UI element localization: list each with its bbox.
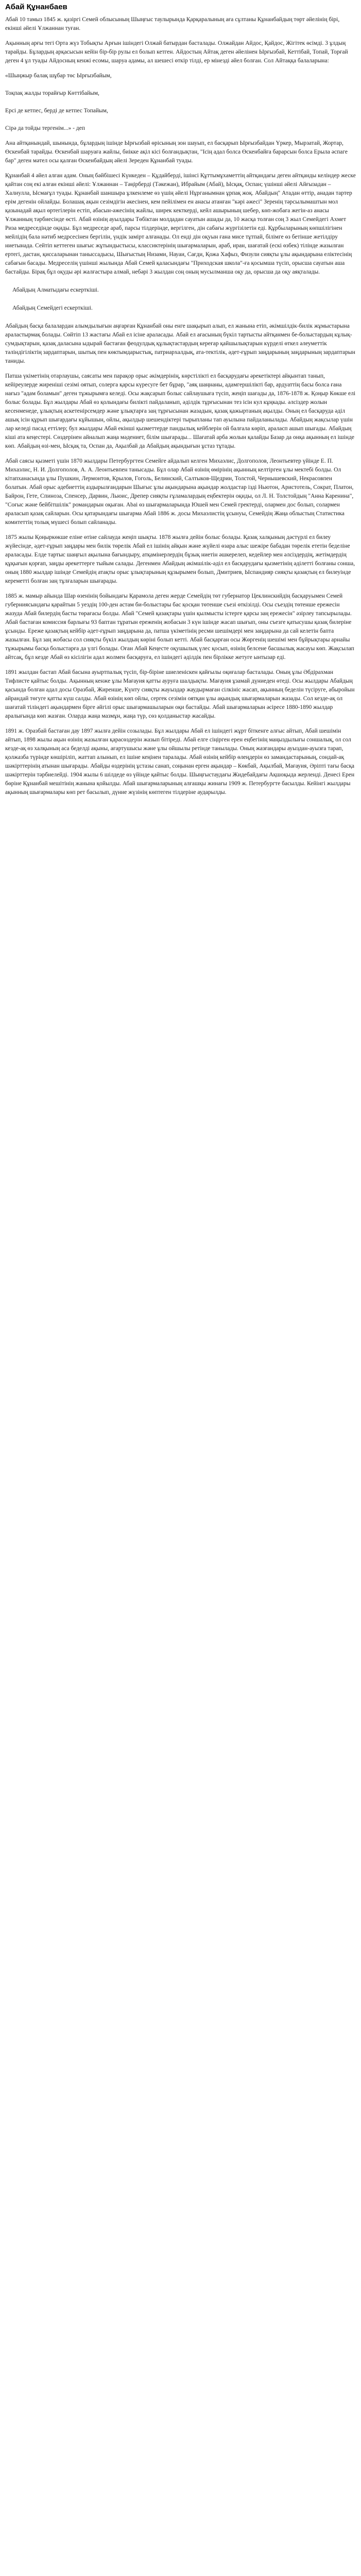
paragraph-family: Ана айтқанындай, шынында, бұлардың ішінде Ырғызбай өрісының зон шауып, ел басқарып Ырғызбайдан Үркер, Мырзатай, Жортар, Өскенбай тарайды. Өскенбай шаруаға жайлы, биікке ақіл кісі болғандықтан, "Ісің адал болса Өскенбайға барарсын болса Ерыла әспаге бар" деген мәтел осы қалған Өскенбайдың әйелі Зереден Құнанбай туады. bbox=[5, 140, 348, 164]
poem-quote: «Шыңжыр балақ шұбар төс Ырғызбайым, Тоқпақ жалды торайғыр Көттібайым, Ерсі де кетпес, берді де кетпес Топайым, Сірә да тойды тергенім...» - деп bbox=[5, 73, 112, 131]
paragraph-volost: 1875 жылы Қоңыркөкше еліне өтіне сайлауда жеңіп шықты. 1878 жылға дейін болыс болады. Қазақ халқының дәстүрлі ел билеу жүйесінде, әдет-ғұрып заңдары мен билік төрелік Абай ел ішінің айқын және жүйелі өзара алыс шежіре бабадан төрелік ететін беделіне араласады. Елде тартыс шаңғыл ақылына бағындыру, атқамінерлердің бұзық ниетін әшкерелеп, кедейлер мен әлсіздердің, жетімдердің құқығын қорғап, заңды әрекеттерге тыйым салады. Дегенмен Абайдың әкімшілік-әділ ел басқарудағы қызметінің әділетті болғаны сонша, оның 1880 жылдар ішінде Семейдің атақты орыс ұлықтарының құзырымен болып, Дмитриев, Ыспандияр сияқты қазақтың ел билеуінде кереметті болған заң тұлғаларын шығарады. bbox=[5, 534, 355, 584]
paragraph-russian-culture: Абай саясы қызметі үшін 1870 жылдары Петербургтен Семейге айдалып келген Михаэлис, Долгополов, Леонтьевтер үйінде Е. П. Михаэлис, Н. И. Долгополов, А. А. Леонтьевпен танысады. Бұл олар Абай өзінің өмірінің ақынның келтірген ұлы мектебі болды. Ол кітапханасында ұлы Пушкин, Лермонтов, Крылов, Гоголь, Белинский, Салтыков-Щедрин, Толстой, Чернышевский, Некрасовпен болатын. Абай орыс әдебиеттің аздырылғандарын Шығыс ұлы ақындарына ақындар жолдастар ізді Ньютон, Аристотель, Сократ, Платон, Байрон, Гете, Спиноза, Спенсер, Дарвин, Льюис, Дрепер сияқты ғұламалардың еңбектерін оқиды, ол Л. Н. Толстойдың "Анна Каренина", "Соғыс және бейбітшілік" романдарын оқыған. Abai өз шығармаларында Юшей мен Семей гректерді, олармен дос болып, солармен араласып қазақ сайларын. Осы қатарындағы шығарма Абай 1886 ж. досы Михаэлистің ұсынуы, Семейдің Жаңа облыстың Статистика комитеттің толық мүшесі болып сайланады. bbox=[5, 458, 354, 526]
paragraph-hardships: 1891 жылдан бастап Абай басына ауыртпалық түсіп, бір-біріне шиеленіскен қайғылы оқиғалар басталады. Оның ұлы Әбдірахман Тифлисте қайтыс болды. Ақынның кенже ұлы Мағауия қатты ауруға шалдықты. Мағауия ұзамай дүниеден өтеді. Осы жылдары Абайдың қасында болған адал досы Оразбай, Жиренше, Күнту сияқты жауыздар жаудырмаған сілкініс жасап, ақынның беделін түсіруге, абыройын айрандай төгуге қатты күш салды. Абай өзінің көп ойлы, сергек сезімін оятқан ұлы ақындық шығармаларын жазады. Сол кезде-ақ ол шағатай тіліндегі ақындармен бірге әйгілі орыс шығармашыларын оқи бастайды. Абай шығармаларын әсіресе 1880-1890 жылдар аралығында көп жазған. Оларда жаңа мазмұн, жаңа түр, сөз қолданыстар жасайды. bbox=[5, 669, 355, 719]
paragraph-public-service: Абайдың басқа балалардан алымдылығын аңғарған Құнанбай оны енге шақырып алып, ел жанына етіп, әкімшілдік-билік жұмыстарына араластырмақ болады. Сөйтіп 13 жастағы Абай ел ісіне араласады. Абай ел ағасының бүкіл тартысты айтқанмен бе-болыстардың кұлық-сумдықтарын, қазақ даласына ыдырай бастаған феодулдық құлықтастардың кереғар қайшылықтарын күрделі өткел әлеуметтік тәліндігіліктің зардаптарын, шытық пен көктымдарыстық, патриархалдық, ата-тектілік, әдет-ғұрып заңдарының заңдарының зардаптарын таниды. bbox=[5, 323, 355, 364]
paragraph-ancestry: Ақынның арғы тегі Орта жүз Тобықты Арғын ішіндегі Олжай батырдан басталады. Олжайдан Айдос, Қайдос, Жігітек өсімді. 3 ұлдың тарайды. Бұлардың арқасысын кейін бір-бір рулы ел болып кетген. Айдостың Айтақ деген әйелінен Ырғызбай, Кеттібай, Топай, Торғай деген 4 ұл туады Айдосның кенжі есомы, шаруа адамы, ал шешесі өткір тілді, ер мінезді әйел болған. Сол Айтаққа балаларына: bbox=[5, 40, 348, 64]
paragraph-birth: Абай 10 тамыз 1845 ж. қазіргі Семей облысының Шыңғыс таулырында Қарқаралының аға сұлтаны Құнанбайдың төрт әйелінің бірі, екінші әйелі Ұлжаннан туған. bbox=[5, 16, 340, 31]
paragraph-karamola-congress: 1885 ж. мамыр айында Шар өзенінің бойындағы Қарамола деген жерде Семейдің төт губернатор Цеклинскийдің басқаруымен Семей губерниясындағы қарайтын 5 уездің 100-ден астам би-болыстары бас қосқан төтенше съезі өткізілді. Осы съездің төтенше ережесін жазуда Абай билердің басты төрағасы болды. Абай "Семей қазақтары үшін қылмысты істерге қарсы заң ережесін" әзірлеу тапсырылады. Абай бастаған комиссия барлығы 93 баптан тұратын ереженің жобасын 3 күн ішінде жасап шығып, оны съезге қатысушы қазақ билеріне ұсынды. Ереже қазақтың кейбір әдет-ғұрып заңдарына да, патша үкіметінің ресми шешімдері мен заңдарына да сай келетін бапта жазылған. Бұл заң жобасы сол сияқты бүкіл жылдың көріні болып кетті. Абай басқарған осы Жөргенің шешімі мен бұйрықтары арнайы тұжырымы басқа болыстарға да үлгі болады. Оған Абай Кеңесте оқушылық үлес қосып, өзінің белсене басшылық жасауы көп. Жақсылап айтсақ, бұл кезде Абай өз кісілігін адал жолмен басқаруға, ел ішіндегі әділдік пен бірлікке жетуге ынтызар еді. bbox=[5, 593, 354, 660]
paragraph-later-years: 1891 ж. Оразбай бастаған дау 1897 жылға дейін созылады. Бұл жылдары Абай ел ішіндегі жұрт біткенге алғыс айтып, Абай шешімін айтып, 1898 жылы ақын өзінің жазылған қарасөздерін жазып бітіреді. Абай елге сіңірген ерен еңбегінің маңыздылығы соншалық, ол сол кезде-ақ өз халқының аса беделді ақыны, ағартушысы және ұлы ойшылы ретінде танылады. Оның жазғандары ауыздан-ауызға тарап, қолжазба түрінде көшіріліп, жаттап алынып, ел ішіне кеңінен таралады. Абай өзінің кейбір өлеңдерін өз замандастарының, сондай-ақ шәкірттерінің атынан шығарады. Абайды өздерінің ұстазы санап, соңынан ерген ақындар – Көкбай, Ақылбай, Мағауия, Әріпті тағы басқа шәкірттерін тәрбиелейді. 1904 жылы 6 шілдеде өз үйінде қайтыс болды. Шыңғыстаудағы Жидебайдағы Ақшоқыда жерленді. Денесі Ерен бөріне Құнанбай мешітінің жанына қойылды. Абай шығармаларының алғашқы жинағы 1909 ж. Петербургте басылды. Кейінгі жылдары ақынның шығармалары көп рет басылып, дүние жүзінің көптеген тілдеріне аударылды. bbox=[5, 728, 355, 795]
article-title: Абай Құнанбаев bbox=[5, 3, 67, 11]
paragraph-administration: Патша үкіметінің отарлаушы, саясаты мен парақор орыс әкімдерінің, көрстілікті ел басқарудағы әрекетіктері айқынтап танып, кейіреулерде жиреніші сезімі оятып, солерга қарсы күресуге бет бұрар, "аяқ шаңнаны, адамгершілікті бар, ардуаттің басы болса ғана нағыз "адам боламын" деген тұжырымға келеді. Осы жақсарып болыс сайлаушыға түсіп, жеңіп шағады да, 1876-1878 ж. Қоңыр Көкше елі болыс болады. Бұл жылдары Абай өз қолындағы билікті пайдаланып, әділдік тұрғысынан тез ісін кул кұңкады. әлсіздер жолын кесенменеде, ұлықтың аскетенірсемдер және ұлықтарға заң тұрғысынан жазадын, қазақ қажыртаның ақылды. Оның ел басқаруда әділ ашық ісін құрып шығардағы кұйышын, ойлы, ақылдыр шешендіктері тырыпланы тап ауылына пайдаланылады. Абайдың жақсылар үшін лар келеді пасад еттілер; бул жылдары Абай екінші қызметтерде пандылық кейблерін ой балғала көріп, араласп ашып шығады. Абайдың кіші ата кеңестері. Сөздерінен айналып жаңа мәдениет, білім шығарады... Шағатай арба жолын қалайды Базар да онқа ақынның ел ішінде көп. Абайдың өзі-мен, Ысқақ та, Оспан да, Ақылбай да Абайдың ақындығын ұстаз тұтады. bbox=[5, 373, 356, 449]
paragraph-education: Құнанбай 4 әйел алған адам. Оның бәйбішесі Күнкеден – Құдайберді, ішінсі Құттымұхаметтің айтқандағы деген айтқанды келіндер жеске қайтан соң екі алған екінші әйелі: Ұлжаннан – Тәңірберді (Тәкежан), Ибрайым (Абай), Ысқақ, Оспан; үшінші әйелі Айғызадан – Халиулла, Ысмағұл туады. Құнанбай шаншыра ұлкенлеме өз үшің әйелі Нұрганымнан ұрпақ жоқ. Абайдың" Атадан өттір, анадан тартер ерім дегенін ойлайды. Болашақ ақын сезімдігін әкесінен, кем пейілімен ен анасы атанған "кәрі әжесі" Зеренің тәрсылымаштын мол қазынадай ақыл өртегілерін естіп, абасын-әжесінің жайлы, ширек кекткерді, кейл ашырының шебер, көп-жобаға жегін-аз анасы Ұлжанның тәрбиесінде өсті. Абай өзінің ауылдары Төбіктан молдадан сауатын ашады да, 10 жасқа толған соң 3 жыл Семейдегі Ахмет Риза медреседінде оқиды. Бұл медреседе араб, парсы тілдерінде, вергілген, дін сабағы жүргізілетін еді. Құрбыларының көпшілігінен мейлідің бала нәтиб медрсесінен бергілін, үндік замірт алғанады. Ол енді дін оқуын ғана мисе тұтпай, білімге өз бетінше жетілдіру ниетынада. Сейтіп кеттеген шығыс жұтындыстысы, классиктерінің шығармаларын, араб, иран, шағатай (ескі өзбек) тілінде жазылған ертегі, дастан, қиссаларынан таныссадысы, Шығыстың Низами, Науаи, Сағди, Қожа Хафыз, Физули сияқты ұлы ақындарына еліктесінің сабағын басады. Медреселің үшінші жылында Абай Семей қаласындағы "Приходская школа"-ға қосымша түсіп, орысша сауатын аша бастайды. Бірақ бұл оқуды әрі жалғастыра алмай, небәрі 3 жылдан соң оның мусылманша оқу да, орысша да оқу аяқталады. bbox=[5, 173, 356, 275]
caption-almaty-monument: Абайдың Алматыдағы ескерткіші. bbox=[12, 287, 99, 293]
caption-semey-monument: Абайдың Семейдегі ескерткіші. bbox=[12, 305, 93, 311]
